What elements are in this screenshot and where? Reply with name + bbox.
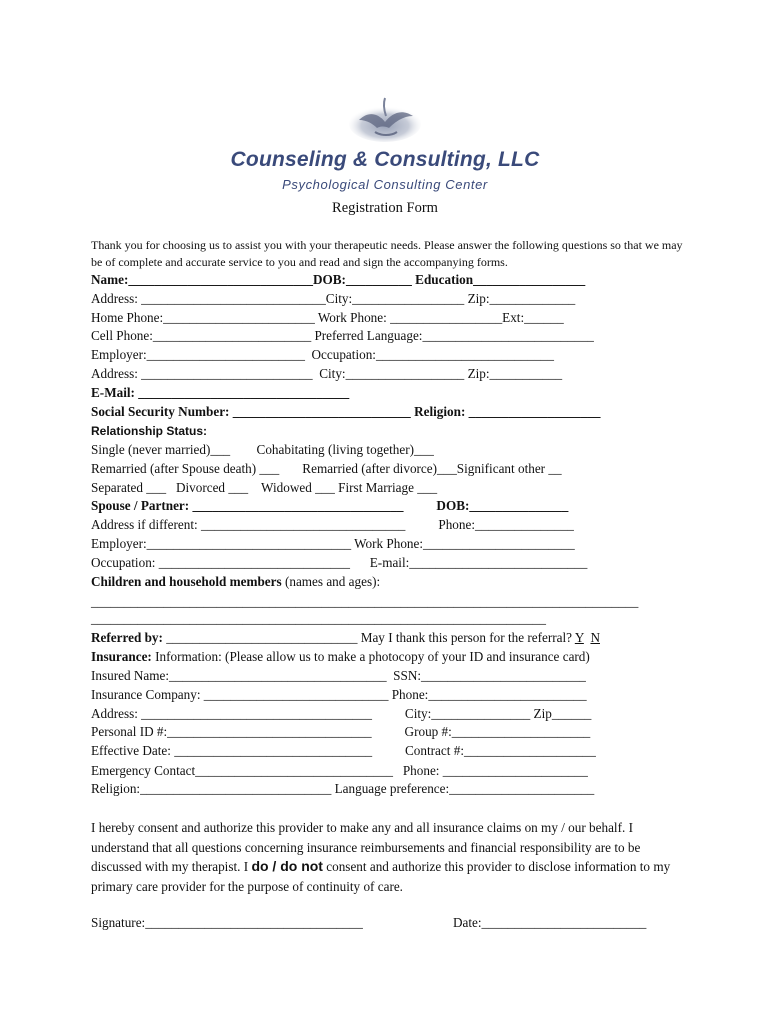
email-line[interactable]: E-Mail: ________________________________ [91,385,350,400]
spouse-address-phone-line[interactable]: Address if different: _______________________________ Phone:_______________ [91,517,574,532]
emergency-contact-line[interactable]: Emergency Contact______________________________ Phone: ______________________ [91,763,588,778]
consent-paragraph: I hereby consent and authorize this provider to make any and all insurance claims on my / our behalf. I understand that all questions concerning insurance reimbursements and financial responsibility are to be discussed with my therapist. I do / do not consent and authorize this provider to disclose information to my primary care provider for the purpose of continuity of care. [91,820,671,894]
employer-occupation-line[interactable]: Employer:________________________ Occupation:___________________________ [91,347,554,362]
children-blank-line-1[interactable]: ___________________________________________________________________________________ [91,594,639,609]
do-do-not-option[interactable]: do / do not [251,858,323,874]
intro-paragraph: Thank you for choosing us to assist you with your therapeutic needs. Please answer the following questions so that we may be of complete and accurate service to you and read and sign the accompanying forms. [91,238,683,269]
form-title: Registration Form [332,200,438,216]
effective-date-contract-line[interactable]: Effective Date: ______________________________ Contract #:____________________ [91,743,596,758]
relationship-options-line-2[interactable]: Remarried (after Spouse death) ___ Remarried (after divorce)___Significant other __ [91,461,562,476]
relationship-status-heading: Relationship Status: [91,424,208,438]
company-subtitle: Psychological Consulting Center [282,177,488,192]
insurance-company-phone-line[interactable]: Insurance Company: ____________________________ Phone:________________________ [91,687,587,702]
address-city-zip-line[interactable]: Address: ____________________________City:_________________ Zip:_____________ [91,291,576,306]
referred-by-line[interactable]: Referred by: _____________________________ May I thank this person for the referral? Y N [91,630,600,645]
bird-logo-icon [345,96,425,146]
ssn-religion-line[interactable]: Social Security Number: ___________________________ Religion: ____________________ [91,404,601,419]
home-work-phone-line[interactable]: Home Phone:_______________________ Work Phone: _________________Ext:______ [91,310,564,325]
cell-phone-language-line[interactable]: Cell Phone:________________________ Preferred Language:__________________________ [91,328,594,343]
employer-address-line[interactable]: Address: __________________________ City:__________________ Zip:___________ [91,366,563,381]
date-field[interactable]: Date:_________________________ [453,915,647,930]
name-dob-education-line[interactable]: Name:____________________________DOB:__________ Education_________________ [91,272,586,287]
children-blank-line-2[interactable]: _____________________________________________________________________ [91,611,546,626]
insured-name-ssn-line[interactable]: Insured Name:_________________________________ SSN:_________________________ [91,668,586,683]
religion-language-line[interactable]: Religion:_____________________________ Language preference:______________________ [91,781,595,796]
signature-field[interactable]: Signature:_________________________________ [91,915,363,930]
insurance-address-line[interactable]: Address: ___________________________________ City:_______________ Zip______ [91,706,592,721]
spouse-partner-line[interactable]: Spouse / Partner: ________________________________ DOB:_______________ [91,498,569,513]
referral-no-option[interactable]: N [590,630,600,645]
company-name: Counseling & Consulting, LLC [230,148,540,171]
relationship-options-line-3[interactable]: Separated ___ Divorced ___ Widowed ___ First Marriage ___ [91,480,438,495]
spouse-employer-line[interactable]: Employer:_______________________________ Work Phone:_______________________ [91,536,575,551]
personal-id-group-line[interactable]: Personal ID #:_______________________________ Group #:_____________________ [91,724,591,739]
children-household-line: Children and household members (names and ages): [91,574,381,589]
insurance-info-line: Insurance: Information: (Please allow us to make a photocopy of your ID and insurance card) [91,649,590,664]
relationship-options-line-1[interactable]: Single (never married)___ Cohabitating (living together)___ [91,442,434,457]
referral-yes-option[interactable]: Y [574,630,584,645]
spouse-occupation-email-line[interactable]: Occupation: _____________________________ E-mail:___________________________ [91,555,588,570]
